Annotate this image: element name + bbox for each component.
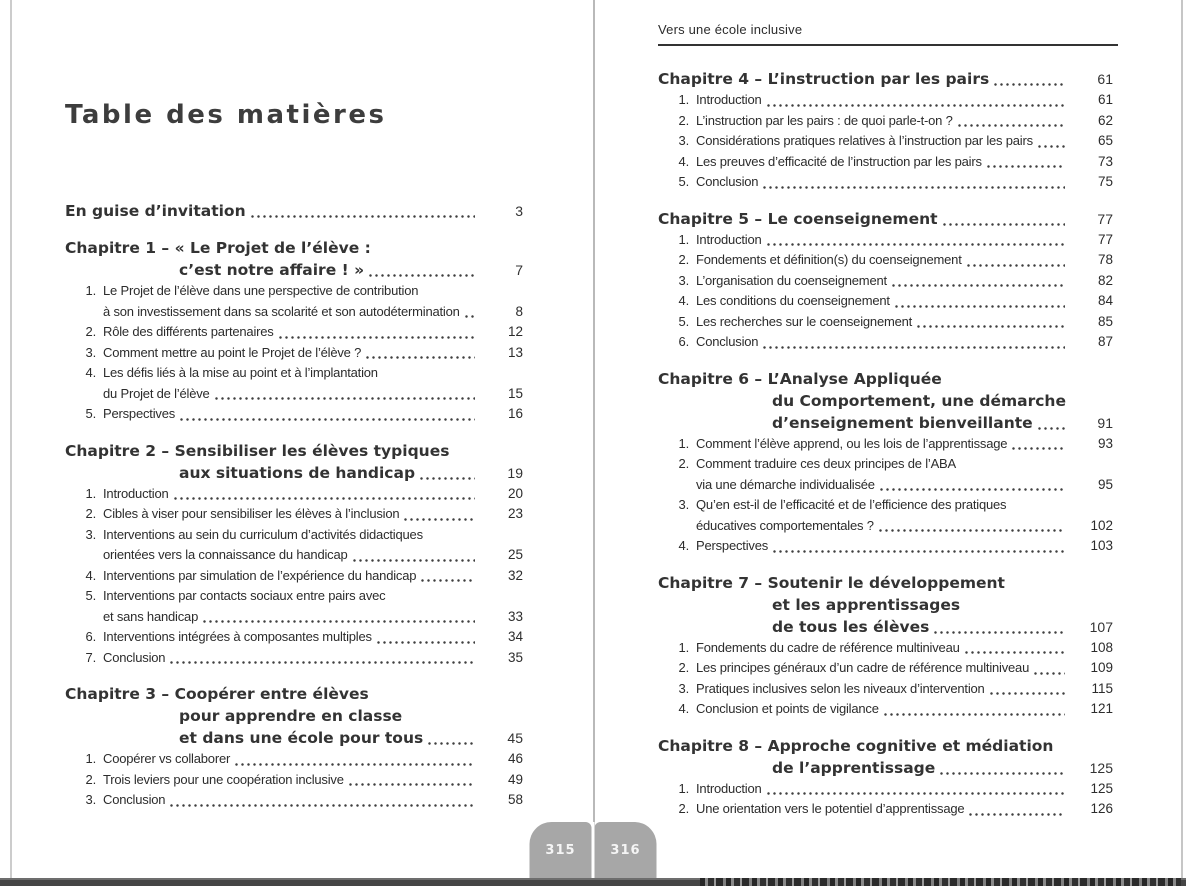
toc-item-line xyxy=(65,302,523,323)
page-number: 61 xyxy=(1097,92,1113,107)
toc-entry-text: Les conditions du coenseignement xyxy=(696,293,890,308)
page-number: 13 xyxy=(507,344,523,360)
item-number: 2. xyxy=(678,660,689,675)
toc-item-line xyxy=(658,172,1113,193)
toc-item-line xyxy=(65,566,523,587)
toc-item-line xyxy=(658,312,1113,333)
page-number: 8 xyxy=(515,303,523,319)
page-number: 107 xyxy=(1089,618,1113,635)
toc-item-line xyxy=(658,152,1113,173)
toc-heading-line xyxy=(65,259,523,281)
toc-heading-line xyxy=(658,390,1113,412)
toc-entry-text: Fondements du cadre de référence multiniveau xyxy=(696,639,960,655)
dot-leader xyxy=(279,336,475,339)
toc-heading-line xyxy=(658,735,1113,757)
dot-leader xyxy=(170,804,475,807)
toc-item-line xyxy=(65,404,523,425)
page-number: 125 xyxy=(1089,759,1113,776)
page-number: 77 xyxy=(1097,231,1113,247)
toc-heading-text: d’enseignement bienveillante xyxy=(772,413,1033,432)
toc-item-line xyxy=(65,384,523,405)
toc-entry-text: Comment traduire ces deux principes de l’ABA xyxy=(696,456,956,471)
toc-item-line xyxy=(65,343,523,364)
toc-heading-text: Chapitre 4 – L’instruction par les pairs xyxy=(658,70,990,88)
item-number: 3. xyxy=(678,497,689,512)
dot-leader xyxy=(880,488,1065,491)
page-number: 108 xyxy=(1090,639,1113,655)
item-number: 1. xyxy=(678,231,689,247)
toc-section xyxy=(658,68,1113,193)
item-number: 7. xyxy=(85,649,96,665)
toc-heading-text: Chapitre 7 – Soutenir le développement xyxy=(658,573,1005,592)
toc-section xyxy=(658,368,1113,557)
page-number: 25 xyxy=(507,547,523,562)
toc-entry-text: Comment mettre au point le Projet de l’élève ? xyxy=(103,344,362,360)
page-number: 73 xyxy=(1097,153,1113,169)
toc-section xyxy=(65,683,523,811)
page-number: 84 xyxy=(1097,293,1113,308)
item-number: 2. xyxy=(85,324,96,339)
page-number: 32 xyxy=(507,567,523,583)
dot-leader xyxy=(958,124,1065,127)
page-number: 126 xyxy=(1090,801,1113,816)
toc-entry-text: Fondements et définition(s) du coenseignement xyxy=(696,252,962,267)
dot-leader xyxy=(180,418,475,421)
toc-heading-text: pour apprendre en classe xyxy=(179,707,403,725)
toc-section xyxy=(65,200,523,222)
toc-entry-text: Interventions intégrées à composantes multiples xyxy=(103,629,372,644)
toc-heading-text: Chapitre 1 – « Le Projet de l’élève : xyxy=(65,239,371,257)
toc-heading-text: et les apprentissages xyxy=(772,595,961,614)
item-number: 3. xyxy=(85,526,96,542)
item-number: 3. xyxy=(678,680,689,696)
toc-item-line xyxy=(658,111,1113,132)
toc-entry-text: et sans handicap xyxy=(103,608,199,624)
dot-leader xyxy=(1012,447,1065,450)
toc-heading-line xyxy=(65,237,523,259)
toc-item-line xyxy=(65,322,523,343)
toc-entry-text: Le Projet de l’élève dans une perspective de contribution xyxy=(103,283,419,298)
page-number: 78 xyxy=(1097,252,1113,267)
dot-leader xyxy=(366,356,475,359)
dot-leader xyxy=(994,83,1065,86)
dot-leader xyxy=(943,223,1065,226)
toc-entry-text: éducatives comportementales ? xyxy=(696,517,874,533)
toc-entry-text: Les recherches sur le coenseignement xyxy=(696,313,913,329)
item-number: 3. xyxy=(678,133,689,148)
dot-leader xyxy=(969,813,1065,816)
dot-leader xyxy=(251,215,475,218)
toc-entry-text: Conclusion xyxy=(696,174,759,189)
item-number: 4. xyxy=(678,701,689,716)
dot-leader xyxy=(987,165,1065,168)
dot-leader xyxy=(763,346,1065,349)
toc-entry-text: Interventions par simulation de l’expérience du handicap xyxy=(103,567,417,583)
dot-leader xyxy=(895,305,1065,308)
toc-item-line xyxy=(658,516,1113,537)
running-header: Vers une école inclusive xyxy=(658,22,803,37)
toc-entry-text: Introduction xyxy=(696,780,762,796)
toc-section xyxy=(658,735,1113,820)
toc-entry-text: Conclusion et points de vigilance xyxy=(696,701,879,716)
toc-item-line xyxy=(658,475,1113,496)
toc-section xyxy=(65,237,523,425)
item-number: 5. xyxy=(678,174,689,189)
toc-entry-text: Pratiques inclusives selon les niveaux d’intervention xyxy=(696,680,985,696)
item-number: 1. xyxy=(678,780,689,796)
toc-entry-text: du Projet de l’élève xyxy=(103,385,210,401)
dot-leader xyxy=(967,264,1065,267)
item-number: 1. xyxy=(85,485,96,501)
toc-item-line xyxy=(658,434,1113,455)
dot-leader xyxy=(349,783,475,786)
page-tabs xyxy=(530,822,657,878)
toc-item-line xyxy=(658,638,1113,659)
dot-leader xyxy=(917,325,1065,328)
toc-heading-text: Chapitre 6 – L’Analyse Appliquée xyxy=(658,369,942,388)
toc-item-line xyxy=(658,536,1113,557)
toc-heading-line xyxy=(658,757,1113,779)
toc-item-line xyxy=(65,281,523,302)
dot-leader xyxy=(420,477,475,480)
toc-entry-text: Interventions au sein du curriculum d’activités didactiques xyxy=(103,526,423,542)
page-number: 121 xyxy=(1090,701,1113,716)
toc-entry-text: Considérations pratiques relatives à l’instruction par les pairs xyxy=(696,133,1033,148)
toc-item-line xyxy=(65,525,523,546)
toc-heading-line xyxy=(65,705,523,727)
toc-entry-text: orientées vers la connaissance du handicap xyxy=(103,547,348,562)
toc-entry-text: L’organisation du coenseignement xyxy=(696,272,887,288)
running-header-rule xyxy=(658,44,1118,46)
page-edge-right xyxy=(1181,0,1183,878)
item-number: 4. xyxy=(678,538,689,553)
dot-leader xyxy=(892,284,1065,287)
toc-heading-text: c’est notre affaire ! » xyxy=(179,261,365,279)
dot-leader xyxy=(1038,427,1065,430)
toc-entry-text: Conclusion xyxy=(103,792,166,807)
dot-leader xyxy=(215,397,475,400)
toc-entry-text: Perspectives xyxy=(696,538,769,553)
item-number: 5. xyxy=(85,406,96,421)
dot-leader xyxy=(369,274,475,277)
dot-leader xyxy=(934,631,1065,634)
toc-heading-line xyxy=(65,462,523,484)
item-number: 4. xyxy=(85,567,96,583)
dot-leader xyxy=(965,651,1065,654)
toc-item-line xyxy=(658,799,1113,820)
page-number: 93 xyxy=(1097,435,1113,451)
page-number: 12 xyxy=(507,324,523,339)
page-number: 65 xyxy=(1097,133,1113,148)
toc-heading-line xyxy=(65,200,523,222)
toc-item-line xyxy=(658,699,1113,720)
page-number: 33 xyxy=(507,608,523,624)
toc-entry-text: Cibles à viser pour sensibiliser les élèves à l’inclusion xyxy=(103,506,400,521)
page-number: 109 xyxy=(1090,660,1113,675)
page-number: 85 xyxy=(1097,313,1113,329)
page-number: 7 xyxy=(515,262,523,278)
toc-item-line xyxy=(65,545,523,566)
toc-heading-text: Chapitre 3 – Coopérer entre élèves xyxy=(65,685,369,703)
item-number: 6. xyxy=(678,334,689,349)
toc-entry-text: Introduction xyxy=(696,92,762,107)
toc-entry-text: Comment l’élève apprend, ou les lois de l’apprentissage xyxy=(696,435,1008,451)
toc-heading-text: Chapitre 2 – Sensibiliser les élèves typiques xyxy=(65,441,450,460)
toc-entry-text: L’instruction par les pairs : de quoi parle-t-on ? xyxy=(696,112,953,128)
toc-item-line xyxy=(658,230,1113,251)
toc-item-line xyxy=(658,250,1113,271)
toc-heading-line xyxy=(658,208,1113,230)
toc-entry-text: Les principes généraux d’un cadre de référence multiniveau xyxy=(696,660,1030,675)
item-number: 2. xyxy=(678,456,689,471)
toc-item-line xyxy=(65,504,523,525)
page-tab-left[interactable]: 315 xyxy=(530,822,592,878)
item-number: 1. xyxy=(85,283,96,298)
item-number: 2. xyxy=(85,771,96,787)
toc-heading-text: Chapitre 8 – Approche cognitive et médiation xyxy=(658,736,1054,755)
left-page xyxy=(12,0,593,878)
page-number: 62 xyxy=(1097,112,1113,128)
toc-heading-text: Chapitre 5 – Le coenseignement xyxy=(658,209,938,228)
dot-leader xyxy=(767,243,1065,246)
dot-leader xyxy=(884,713,1065,716)
toc-entry-text: Introduction xyxy=(696,231,762,247)
page-number: 46 xyxy=(507,751,523,766)
page-number: 19 xyxy=(507,464,523,481)
right-page xyxy=(595,0,1181,878)
toc-left-column xyxy=(65,200,523,811)
toc-heading-text: aux situations de handicap xyxy=(179,463,416,482)
dot-leader xyxy=(773,550,1065,553)
toc-entry-text: Introduction xyxy=(103,485,169,501)
toc-heading-line xyxy=(658,412,1113,434)
toc-entry-text: via une démarche individualisée xyxy=(696,476,875,492)
page-number: 35 xyxy=(507,649,523,665)
page-number: 3 xyxy=(515,203,523,219)
page-number: 23 xyxy=(507,506,523,521)
toc-heading-line xyxy=(65,727,523,749)
toc-item-line xyxy=(658,679,1113,700)
dot-leader xyxy=(767,104,1065,107)
dot-leader xyxy=(404,518,475,521)
toc-item-line xyxy=(65,749,523,770)
page-number: 16 xyxy=(507,406,523,421)
page-number: 75 xyxy=(1097,174,1113,189)
item-number: 1. xyxy=(85,751,96,766)
toc-entry-text: Trois leviers pour une coopération inclusive xyxy=(103,771,344,787)
page-number: 58 xyxy=(507,792,523,807)
page-gutter-line xyxy=(593,0,595,878)
toc-right-column xyxy=(658,68,1113,820)
item-number: 3. xyxy=(85,792,96,807)
item-number: 5. xyxy=(678,313,689,329)
item-number: 1. xyxy=(678,92,689,107)
page-number: 82 xyxy=(1097,272,1113,288)
dot-leader xyxy=(421,579,475,582)
item-number: 2. xyxy=(678,801,689,816)
dot-leader xyxy=(990,692,1065,695)
toc-title: Table des matières xyxy=(65,100,387,130)
toc-entry-text: Les défis liés à la mise au point et à l’implantation xyxy=(103,365,378,380)
item-number: 1. xyxy=(678,639,689,655)
page-number: 15 xyxy=(507,385,523,401)
toc-entry-text: Les preuves d’efficacité de l’instruction par les pairs xyxy=(696,153,982,169)
page-number: 115 xyxy=(1091,680,1113,696)
toc-entry-text: à son investissement dans sa scolarité et son autodétermination xyxy=(103,303,460,319)
toc-entry-text: Une orientation vers le potentiel d’apprentissage xyxy=(696,801,965,816)
toc-item-line xyxy=(658,271,1113,292)
toc-section xyxy=(658,208,1113,353)
toc-heading-line xyxy=(658,572,1113,594)
toc-item-line xyxy=(65,586,523,607)
toc-item-line xyxy=(65,607,523,628)
toc-entry-text: Conclusion xyxy=(103,649,166,665)
toc-heading-line xyxy=(65,440,523,462)
toc-item-line xyxy=(65,790,523,811)
toc-section xyxy=(65,440,523,669)
dot-leader xyxy=(235,763,475,766)
page-number: 34 xyxy=(507,629,523,644)
toc-entry-text: Conclusion xyxy=(696,334,759,349)
item-number: 6. xyxy=(85,629,96,644)
dot-leader xyxy=(174,497,475,500)
item-number: 3. xyxy=(85,344,96,360)
toc-item-line xyxy=(658,332,1113,353)
dot-leader xyxy=(377,641,475,644)
toc-heading-text: En guise d’invitation xyxy=(65,202,246,220)
dot-leader xyxy=(763,186,1065,189)
page-number: 77 xyxy=(1097,210,1113,227)
page-number: 102 xyxy=(1090,517,1113,533)
item-number: 2. xyxy=(678,252,689,267)
page-number: 49 xyxy=(507,771,523,787)
toc-entry-text: Interventions par contacts sociaux entre pairs avec xyxy=(103,588,386,603)
toc-item-line xyxy=(65,363,523,384)
page-number: 125 xyxy=(1090,780,1113,796)
cutoff-text-strip xyxy=(700,878,1181,886)
dot-leader xyxy=(879,529,1065,532)
toc-entry-text: Rôle des différents partenaires xyxy=(103,324,274,339)
dot-leader xyxy=(170,661,475,664)
toc-heading-line xyxy=(658,616,1113,638)
page-number: 87 xyxy=(1097,334,1113,349)
toc-entry-text: Perspectives xyxy=(103,406,176,421)
toc-heading-text: de l’apprentissage xyxy=(772,758,936,777)
toc-heading-text: de tous les élèves xyxy=(772,617,930,636)
item-number: 4. xyxy=(85,365,96,380)
page-number: 61 xyxy=(1097,71,1113,87)
page-number: 45 xyxy=(507,730,523,746)
page-number: 91 xyxy=(1097,414,1113,431)
dot-leader xyxy=(465,315,475,318)
toc-item-line xyxy=(65,484,523,505)
toc-item-line xyxy=(658,454,1113,475)
toc-item-line xyxy=(658,495,1113,516)
dot-leader xyxy=(353,559,475,562)
page-tab-right[interactable]: 316 xyxy=(595,822,657,878)
item-number: 2. xyxy=(85,506,96,521)
toc-heading-line xyxy=(658,594,1113,616)
dot-leader xyxy=(428,742,475,745)
dot-leader xyxy=(1034,672,1065,675)
toc-item-line xyxy=(65,627,523,648)
toc-item-line xyxy=(658,90,1113,111)
toc-item-line xyxy=(658,131,1113,152)
item-number: 1. xyxy=(678,435,689,451)
toc-heading-line xyxy=(658,368,1113,390)
dot-leader xyxy=(1038,145,1065,148)
page-number: 103 xyxy=(1090,538,1113,553)
toc-heading-text: et dans une école pour tous xyxy=(179,729,424,747)
toc-item-line xyxy=(65,648,523,669)
item-number: 3. xyxy=(678,272,689,288)
toc-entry-text: Coopérer vs collaborer xyxy=(103,751,231,766)
dot-leader xyxy=(940,772,1065,775)
toc-item-line xyxy=(658,291,1113,312)
toc-item-line xyxy=(65,770,523,791)
dot-leader xyxy=(203,620,475,623)
page-number: 95 xyxy=(1097,476,1113,492)
item-number: 5. xyxy=(85,588,96,603)
item-number: 2. xyxy=(678,112,689,128)
toc-section xyxy=(658,572,1113,720)
toc-heading-text: du Comportement, une démarche xyxy=(772,391,1066,410)
toc-item-line xyxy=(658,658,1113,679)
toc-item-line xyxy=(658,779,1113,800)
item-number: 4. xyxy=(678,153,689,169)
dot-leader xyxy=(767,792,1065,795)
toc-heading-line xyxy=(658,68,1113,90)
toc-heading-line xyxy=(65,683,523,705)
item-number: 4. xyxy=(678,293,689,308)
toc-entry-text: Qu’en est-il de l’efficacité et de l’efficience des pratiques xyxy=(696,497,1007,512)
page-number: 20 xyxy=(507,485,523,501)
